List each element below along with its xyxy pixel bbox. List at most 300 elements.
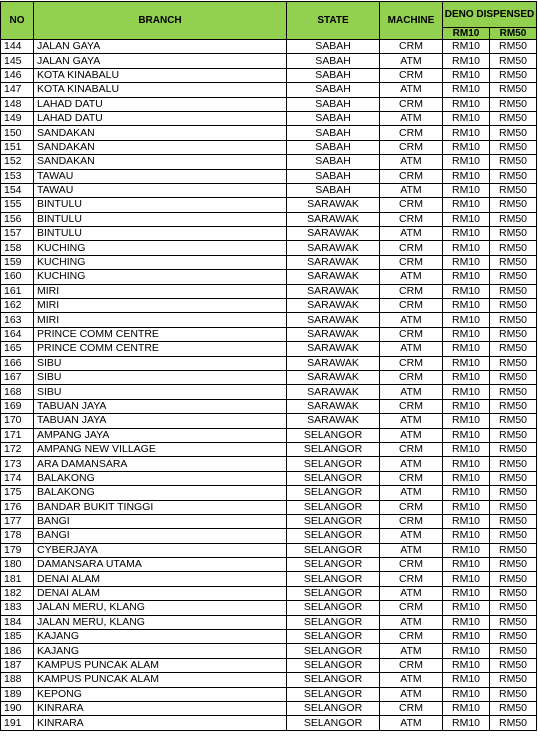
machine-type: CRM [380, 255, 443, 269]
machine-type: CRM [380, 140, 443, 154]
row-number: 164 [1, 327, 34, 341]
machine-type: CRM [380, 198, 443, 212]
machine-type: ATM [380, 457, 443, 471]
deno-rm10: RM10 [443, 183, 490, 197]
row-number: 171 [1, 428, 34, 442]
table-row [1, 687, 537, 701]
machine-type: ATM [380, 687, 443, 701]
col-header-machine: MACHINE [380, 2, 443, 40]
machine-type: ATM [380, 673, 443, 687]
machine-type: ATM [380, 270, 443, 284]
deno-rm50: RM50 [490, 83, 537, 97]
branch-name: DAMANSARA UTAMA [34, 558, 287, 572]
state-name: SELANGOR [287, 471, 380, 485]
machine-type: ATM [380, 313, 443, 327]
state-name: SELANGOR [287, 514, 380, 528]
branch-name: SIBU [34, 356, 287, 370]
branch-name: JALAN GAYA [34, 40, 287, 54]
branch-name: BALAKONG [34, 486, 287, 500]
deno-rm10: RM10 [443, 399, 490, 413]
deno-rm10: RM10 [443, 212, 490, 226]
deno-rm10: RM10 [443, 313, 490, 327]
deno-rm10: RM10 [443, 644, 490, 658]
row-number: 172 [1, 442, 34, 456]
state-name: SELANGOR [287, 615, 380, 629]
state-name: SELANGOR [287, 716, 380, 730]
state-name: SABAH [287, 169, 380, 183]
row-number: 179 [1, 543, 34, 557]
state-name: SELANGOR [287, 601, 380, 615]
deno-rm10: RM10 [443, 68, 490, 82]
row-number: 166 [1, 356, 34, 370]
branch-name: BINTULU [34, 212, 287, 226]
table-row [1, 500, 537, 514]
branch-name: KOTA KINABALU [34, 83, 287, 97]
deno-rm50: RM50 [490, 126, 537, 140]
branch-name: ARA DAMANSARA [34, 457, 287, 471]
row-number: 155 [1, 198, 34, 212]
machine-type: ATM [380, 486, 443, 500]
row-number: 191 [1, 716, 34, 730]
row-number: 158 [1, 241, 34, 255]
deno-rm50: RM50 [490, 486, 537, 500]
state-name: SARAWAK [287, 385, 380, 399]
deno-rm10: RM10 [443, 716, 490, 730]
deno-rm10: RM10 [443, 356, 490, 370]
deno-rm50: RM50 [490, 457, 537, 471]
row-number: 190 [1, 701, 34, 715]
row-number: 163 [1, 313, 34, 327]
machine-type: CRM [380, 212, 443, 226]
deno-rm50: RM50 [490, 543, 537, 557]
table-row [1, 183, 537, 197]
machine-type: CRM [380, 658, 443, 672]
machine-type: CRM [380, 558, 443, 572]
deno-rm10: RM10 [443, 442, 490, 456]
branch-name: KOTA KINABALU [34, 68, 287, 82]
branch-name: MIRI [34, 299, 287, 313]
deno-rm10: RM10 [443, 40, 490, 54]
deno-rm50: RM50 [490, 327, 537, 341]
row-number: 181 [1, 572, 34, 586]
deno-rm50: RM50 [490, 601, 537, 615]
state-name: SELANGOR [287, 701, 380, 715]
table-row [1, 342, 537, 356]
table-row [1, 630, 537, 644]
deno-rm50: RM50 [490, 428, 537, 442]
state-name: SABAH [287, 140, 380, 154]
branch-table [0, 1, 537, 731]
state-name: SELANGOR [287, 687, 380, 701]
branch-name: TAWAU [34, 169, 287, 183]
table-row [1, 442, 537, 456]
table-row [1, 68, 537, 82]
table-row [1, 140, 537, 154]
branch-name: PRINCE COMM CENTRE [34, 342, 287, 356]
state-name: SABAH [287, 54, 380, 68]
machine-type: CRM [380, 169, 443, 183]
deno-rm10: RM10 [443, 83, 490, 97]
branch-name: MIRI [34, 284, 287, 298]
state-name: SARAWAK [287, 241, 380, 255]
table-row [1, 428, 537, 442]
row-number: 160 [1, 270, 34, 284]
state-name: SARAWAK [287, 356, 380, 370]
state-name: SABAH [287, 126, 380, 140]
table-row [1, 414, 537, 428]
deno-rm50: RM50 [490, 155, 537, 169]
deno-rm10: RM10 [443, 630, 490, 644]
table-row [1, 227, 537, 241]
deno-rm50: RM50 [490, 169, 537, 183]
branch-name: SIBU [34, 370, 287, 384]
deno-rm50: RM50 [490, 500, 537, 514]
branch-name: KAJANG [34, 630, 287, 644]
branch-name: CYBERJAYA [34, 543, 287, 557]
state-name: SELANGOR [287, 673, 380, 687]
state-name: SABAH [287, 40, 380, 54]
deno-rm50: RM50 [490, 54, 537, 68]
row-number: 170 [1, 414, 34, 428]
table-row [1, 615, 537, 629]
table-row [1, 255, 537, 269]
row-number: 149 [1, 111, 34, 125]
row-number: 168 [1, 385, 34, 399]
branch-name: BINTULU [34, 198, 287, 212]
row-number: 184 [1, 615, 34, 629]
deno-rm50: RM50 [490, 716, 537, 730]
machine-type: CRM [380, 241, 443, 255]
state-name: SELANGOR [287, 486, 380, 500]
table-header [1, 2, 537, 40]
row-number: 175 [1, 486, 34, 500]
state-name: SARAWAK [287, 414, 380, 428]
machine-type: CRM [380, 514, 443, 528]
row-number: 146 [1, 68, 34, 82]
deno-rm10: RM10 [443, 586, 490, 600]
row-number: 182 [1, 586, 34, 600]
machine-type: CRM [380, 601, 443, 615]
state-name: SELANGOR [287, 644, 380, 658]
deno-rm50: RM50 [490, 615, 537, 629]
table-row [1, 270, 537, 284]
deno-rm10: RM10 [443, 327, 490, 341]
row-number: 165 [1, 342, 34, 356]
state-name: SELANGOR [287, 572, 380, 586]
deno-rm50: RM50 [490, 701, 537, 715]
deno-rm10: RM10 [443, 601, 490, 615]
table-row [1, 284, 537, 298]
deno-rm50: RM50 [490, 370, 537, 384]
state-name: SARAWAK [287, 299, 380, 313]
deno-rm10: RM10 [443, 428, 490, 442]
deno-rm10: RM10 [443, 97, 490, 111]
deno-rm50: RM50 [490, 111, 537, 125]
state-name: SARAWAK [287, 327, 380, 341]
machine-type: CRM [380, 572, 443, 586]
branch-name: KAMPUS PUNCAK ALAM [34, 673, 287, 687]
table-row [1, 701, 537, 715]
machine-type: ATM [380, 342, 443, 356]
row-number: 180 [1, 558, 34, 572]
row-number: 152 [1, 155, 34, 169]
deno-rm10: RM10 [443, 111, 490, 125]
state-name: SELANGOR [287, 658, 380, 672]
deno-rm50: RM50 [490, 558, 537, 572]
row-number: 156 [1, 212, 34, 226]
table-row [1, 155, 537, 169]
table-row [1, 601, 537, 615]
machine-type: ATM [380, 716, 443, 730]
branch-name: AMPANG NEW VILLAGE [34, 442, 287, 456]
deno-rm10: RM10 [443, 342, 490, 356]
state-name: SELANGOR [287, 457, 380, 471]
deno-rm10: RM10 [443, 687, 490, 701]
branch-name: KUCHING [34, 255, 287, 269]
table-body [1, 40, 537, 731]
machine-type: CRM [380, 356, 443, 370]
machine-type: ATM [380, 543, 443, 557]
table-row [1, 529, 537, 543]
branch-name: BANDAR BUKIT TINGGI [34, 500, 287, 514]
state-name: SABAH [287, 111, 380, 125]
machine-type: CRM [380, 68, 443, 82]
col-header-state: STATE [287, 2, 380, 40]
table-row [1, 169, 537, 183]
deno-rm10: RM10 [443, 673, 490, 687]
table-row [1, 356, 537, 370]
machine-type: ATM [380, 615, 443, 629]
row-number: 189 [1, 687, 34, 701]
deno-rm50: RM50 [490, 198, 537, 212]
table-row [1, 40, 537, 54]
deno-rm10: RM10 [443, 414, 490, 428]
deno-rm10: RM10 [443, 227, 490, 241]
deno-rm50: RM50 [490, 442, 537, 456]
row-number: 183 [1, 601, 34, 615]
deno-rm50: RM50 [490, 255, 537, 269]
machine-type: ATM [380, 183, 443, 197]
row-number: 154 [1, 183, 34, 197]
deno-rm50: RM50 [490, 68, 537, 82]
row-number: 186 [1, 644, 34, 658]
machine-type: CRM [380, 327, 443, 341]
deno-rm10: RM10 [443, 615, 490, 629]
branch-name: PRINCE COMM CENTRE [34, 327, 287, 341]
machine-type: CRM [380, 299, 443, 313]
row-number: 176 [1, 500, 34, 514]
branch-name: BINTULU [34, 227, 287, 241]
machine-type: CRM [380, 126, 443, 140]
state-name: SABAH [287, 68, 380, 82]
branch-name: SANDAKAN [34, 126, 287, 140]
state-name: SELANGOR [287, 428, 380, 442]
deno-rm50: RM50 [490, 514, 537, 528]
machine-type: CRM [380, 471, 443, 485]
col-header-deno: DENO DISPENSED [443, 2, 537, 28]
deno-rm10: RM10 [443, 572, 490, 586]
row-number: 144 [1, 40, 34, 54]
machine-type: ATM [380, 586, 443, 600]
branch-name: KAMPUS PUNCAK ALAM [34, 658, 287, 672]
table-row [1, 97, 537, 111]
branch-name: BALAKONG [34, 471, 287, 485]
branch-name: BANGI [34, 529, 287, 543]
deno-rm50: RM50 [490, 385, 537, 399]
deno-rm10: RM10 [443, 155, 490, 169]
deno-rm50: RM50 [490, 399, 537, 413]
machine-type: ATM [380, 227, 443, 241]
row-number: 147 [1, 83, 34, 97]
branch-name: TABUAN JAYA [34, 414, 287, 428]
deno-rm10: RM10 [443, 169, 490, 183]
table-row [1, 385, 537, 399]
deno-rm50: RM50 [490, 342, 537, 356]
deno-rm10: RM10 [443, 54, 490, 68]
state-name: SELANGOR [287, 500, 380, 514]
state-name: SARAWAK [287, 227, 380, 241]
deno-rm50: RM50 [490, 644, 537, 658]
machine-type: CRM [380, 399, 443, 413]
machine-type: ATM [380, 83, 443, 97]
col-header-branch: BRANCH [34, 2, 287, 40]
state-name: SARAWAK [287, 270, 380, 284]
row-number: 153 [1, 169, 34, 183]
state-name: SARAWAK [287, 212, 380, 226]
machine-type: CRM [380, 630, 443, 644]
machine-type: ATM [380, 54, 443, 68]
machine-type: CRM [380, 284, 443, 298]
deno-rm50: RM50 [490, 529, 537, 543]
deno-rm50: RM50 [490, 586, 537, 600]
deno-rm50: RM50 [490, 630, 537, 644]
deno-rm10: RM10 [443, 701, 490, 715]
deno-rm10: RM10 [443, 514, 490, 528]
state-name: SARAWAK [287, 255, 380, 269]
table-row [1, 370, 537, 384]
deno-rm50: RM50 [490, 284, 537, 298]
machine-type: CRM [380, 701, 443, 715]
machine-type: ATM [380, 428, 443, 442]
branch-name: LAHAD DATU [34, 97, 287, 111]
row-number: 187 [1, 658, 34, 672]
col-header-rm10: RM10 [443, 28, 490, 40]
deno-rm10: RM10 [443, 543, 490, 557]
branch-name: SIBU [34, 385, 287, 399]
machine-type: ATM [380, 155, 443, 169]
branch-name: KINRARA [34, 701, 287, 715]
table-row [1, 644, 537, 658]
deno-rm10: RM10 [443, 241, 490, 255]
branch-name: MIRI [34, 313, 287, 327]
deno-rm50: RM50 [490, 471, 537, 485]
deno-rm50: RM50 [490, 299, 537, 313]
machine-type: CRM [380, 370, 443, 384]
deno-rm50: RM50 [490, 658, 537, 672]
table-row [1, 514, 537, 528]
state-name: SARAWAK [287, 399, 380, 413]
table-row [1, 471, 537, 485]
deno-rm10: RM10 [443, 198, 490, 212]
branch-name: TABUAN JAYA [34, 399, 287, 413]
state-name: SABAH [287, 183, 380, 197]
state-name: SABAH [287, 155, 380, 169]
deno-rm10: RM10 [443, 255, 490, 269]
deno-rm50: RM50 [490, 356, 537, 370]
branch-name: KUCHING [34, 241, 287, 255]
row-number: 167 [1, 370, 34, 384]
deno-rm10: RM10 [443, 658, 490, 672]
machine-type: CRM [380, 97, 443, 111]
machine-type: ATM [380, 111, 443, 125]
machine-type: CRM [380, 500, 443, 514]
table-row [1, 54, 537, 68]
col-header-no: NO [1, 2, 34, 40]
deno-rm50: RM50 [490, 414, 537, 428]
deno-rm10: RM10 [443, 370, 490, 384]
deno-rm10: RM10 [443, 126, 490, 140]
state-name: SELANGOR [287, 543, 380, 557]
deno-rm50: RM50 [490, 140, 537, 154]
deno-rm50: RM50 [490, 270, 537, 284]
deno-rm10: RM10 [443, 558, 490, 572]
deno-rm10: RM10 [443, 486, 490, 500]
branch-name: JALAN GAYA [34, 54, 287, 68]
row-number: 174 [1, 471, 34, 485]
state-name: SELANGOR [287, 558, 380, 572]
row-number: 185 [1, 630, 34, 644]
branch-name: SANDAKAN [34, 155, 287, 169]
deno-rm50: RM50 [490, 97, 537, 111]
table-row [1, 558, 537, 572]
deno-rm10: RM10 [443, 385, 490, 399]
deno-rm10: RM10 [443, 299, 490, 313]
table-row [1, 299, 537, 313]
machine-type: ATM [380, 414, 443, 428]
row-number: 177 [1, 514, 34, 528]
deno-rm10: RM10 [443, 529, 490, 543]
row-number: 150 [1, 126, 34, 140]
deno-rm10: RM10 [443, 500, 490, 514]
table-row [1, 399, 537, 413]
row-number: 145 [1, 54, 34, 68]
branch-name: JALAN MERU, KLANG [34, 601, 287, 615]
branch-name: DENAI ALAM [34, 586, 287, 600]
state-name: SABAH [287, 97, 380, 111]
state-name: SABAH [287, 83, 380, 97]
deno-rm50: RM50 [490, 227, 537, 241]
table-row [1, 658, 537, 672]
deno-rm50: RM50 [490, 183, 537, 197]
state-name: SARAWAK [287, 313, 380, 327]
deno-rm10: RM10 [443, 471, 490, 485]
table-row [1, 586, 537, 600]
row-number: 148 [1, 97, 34, 111]
machine-type: CRM [380, 442, 443, 456]
machine-type: ATM [380, 644, 443, 658]
deno-rm50: RM50 [490, 212, 537, 226]
row-number: 173 [1, 457, 34, 471]
branch-name: BANGI [34, 514, 287, 528]
table-row [1, 313, 537, 327]
machine-type: ATM [380, 529, 443, 543]
state-name: SELANGOR [287, 442, 380, 456]
table-row [1, 572, 537, 586]
branch-name: TAWAU [34, 183, 287, 197]
deno-rm10: RM10 [443, 457, 490, 471]
row-number: 157 [1, 227, 34, 241]
row-number: 151 [1, 140, 34, 154]
